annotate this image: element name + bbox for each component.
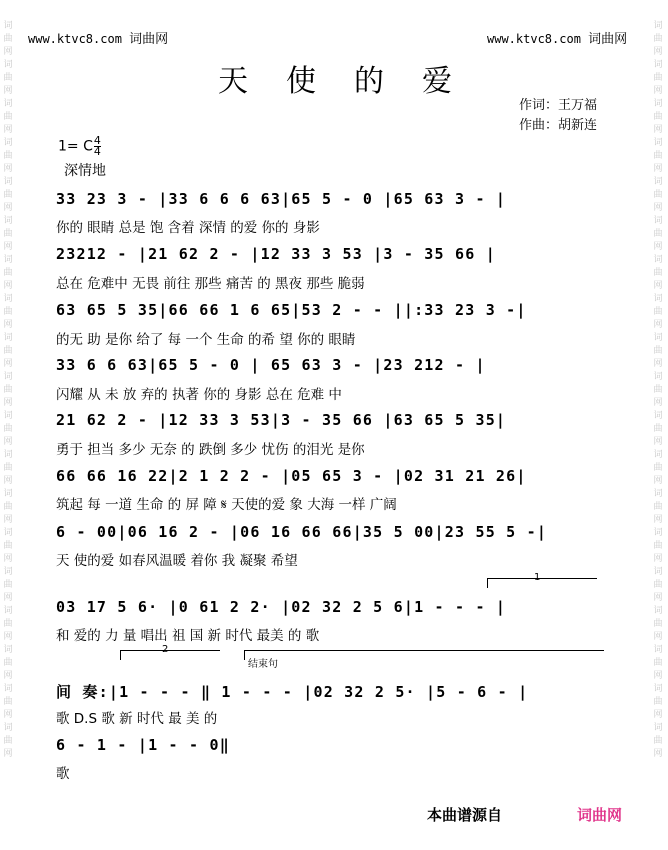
time-bottom: 4: [93, 145, 101, 158]
lyric-line-7: 天 使的爱 如春风温暖 着你 我 凝聚 希望: [56, 553, 298, 569]
key-signature: [58, 136, 101, 157]
lyric-line-8: 和 爱的 力 量 唱出 祖 国 新 时代 最美 的 歌: [56, 628, 320, 644]
lyric-line-3: 的无 助 是你 给了 每 一个 生命 的希 望 你的 眼睛: [56, 332, 356, 348]
notation-line-1: 33 23 3 - |33 6 6 6 63|65 5 - 0 |65 63 3 - |: [56, 190, 507, 208]
time-signature: [94, 136, 101, 157]
source-label: 本曲谱源自: [427, 806, 503, 824]
side-watermark-right: 词曲网词曲网词曲网词曲网词曲网词曲网词曲网词曲网词曲网词曲网词曲网词曲网词曲网词曲网词曲网词曲网词曲网词曲网词曲网: [653, 21, 663, 759]
lyric-line-1: 你的 眼睛 总是 饱 含着 深情 的爱 你的 身影: [56, 220, 320, 236]
notation-line-10: 6 - 1 - |1 - - 0‖: [56, 736, 230, 754]
volta-2-label: 2: [162, 644, 169, 655]
notation-line-6: 66 66 16 22|2 1 2 2 - |05 65 3 - |02 31 21 26|: [56, 467, 527, 485]
header-url-left[interactable]: [28, 28, 168, 47]
side-watermark-left: 词曲网词曲网词曲网词曲网词曲网词曲网词曲网词曲网词曲网词曲网词曲网词曲网词曲网词曲网词曲网词曲网词曲网词曲网词曲网: [3, 21, 13, 759]
volta-2-edge: [120, 650, 121, 660]
notation-line-3: 63 65 5 35|66 66 1 6 65|53 2 - - ||:33 23 3 -|: [56, 301, 527, 319]
lyric-line-4: 闪耀 从 未 放 弃的 执著 你的 身影 总在 危难 中: [56, 387, 342, 403]
volta-1-label: 1: [534, 572, 541, 583]
volta-1-bracket: [487, 578, 597, 579]
notation-line-8: 03 17 5 6· |0 61 2 2· |02 32 2 5 6|1 - - - |: [56, 598, 507, 616]
ending-bracket: [244, 650, 604, 651]
lyric-line-10: 歌: [56, 766, 70, 782]
site-url-right[interactable]: www.ktvc8.com: [487, 32, 581, 46]
notation-line-2: 23212 - |21 62 2 - |12 33 3 53 |3 - 35 66 |: [56, 245, 496, 263]
ending-edge: [244, 650, 245, 660]
volta-2-bracket: [120, 650, 220, 651]
key-label: 1= C: [58, 138, 93, 155]
header-url-right[interactable]: [487, 28, 627, 47]
time-top: 4: [93, 134, 101, 147]
notation-line-7: 6 - 00|06 16 2 - |06 16 66 66|35 5 00|23 55 5 -|: [56, 523, 548, 541]
source-brand-link[interactable]: 词曲网: [577, 806, 623, 824]
lyric-line-5: 勇于 担当 多少 无奈 的 跌倒 多少 忧伤 的泪光 是你: [56, 442, 365, 458]
lyric-line-6: 筑起 每 一道 生命 的 屏 障 𝄋 天使的爱 象 大海 一样 广阔: [56, 497, 397, 513]
site-brand-left[interactable]: 词曲网: [129, 32, 169, 47]
notation-line-4: 33 6 6 63|65 5 - 0 | 65 63 3 - |23 212 - |: [56, 356, 486, 374]
tempo-mood: 深情地: [64, 163, 106, 179]
notation-line-9: 间 奏:|1 - - - ‖ 1 - - - |02 32 2 5· |5 - 6 - |: [56, 683, 529, 701]
ending-label: 结束句: [248, 659, 278, 670]
lyric-line-2: 总在 危难中 无畏 前往 那些 痛苦 的 黑夜 那些 脆弱: [56, 276, 365, 292]
lyricist-credit: 作词：王万福: [519, 98, 598, 113]
lyric-line-9: 歌 D.S 歌 新 时代 最 美 的: [56, 711, 218, 727]
volta-1-edge: [487, 578, 488, 588]
site-url-left[interactable]: www.ktvc8.com: [28, 32, 122, 46]
site-brand-right[interactable]: 词曲网: [588, 32, 628, 47]
composer-credit: 作曲：胡新连: [519, 118, 598, 133]
notation-line-5: 21 62 2 - |12 33 3 53|3 - 35 66 |63 65 5 35|: [56, 411, 507, 429]
song-title: 天使的爱: [218, 64, 490, 99]
